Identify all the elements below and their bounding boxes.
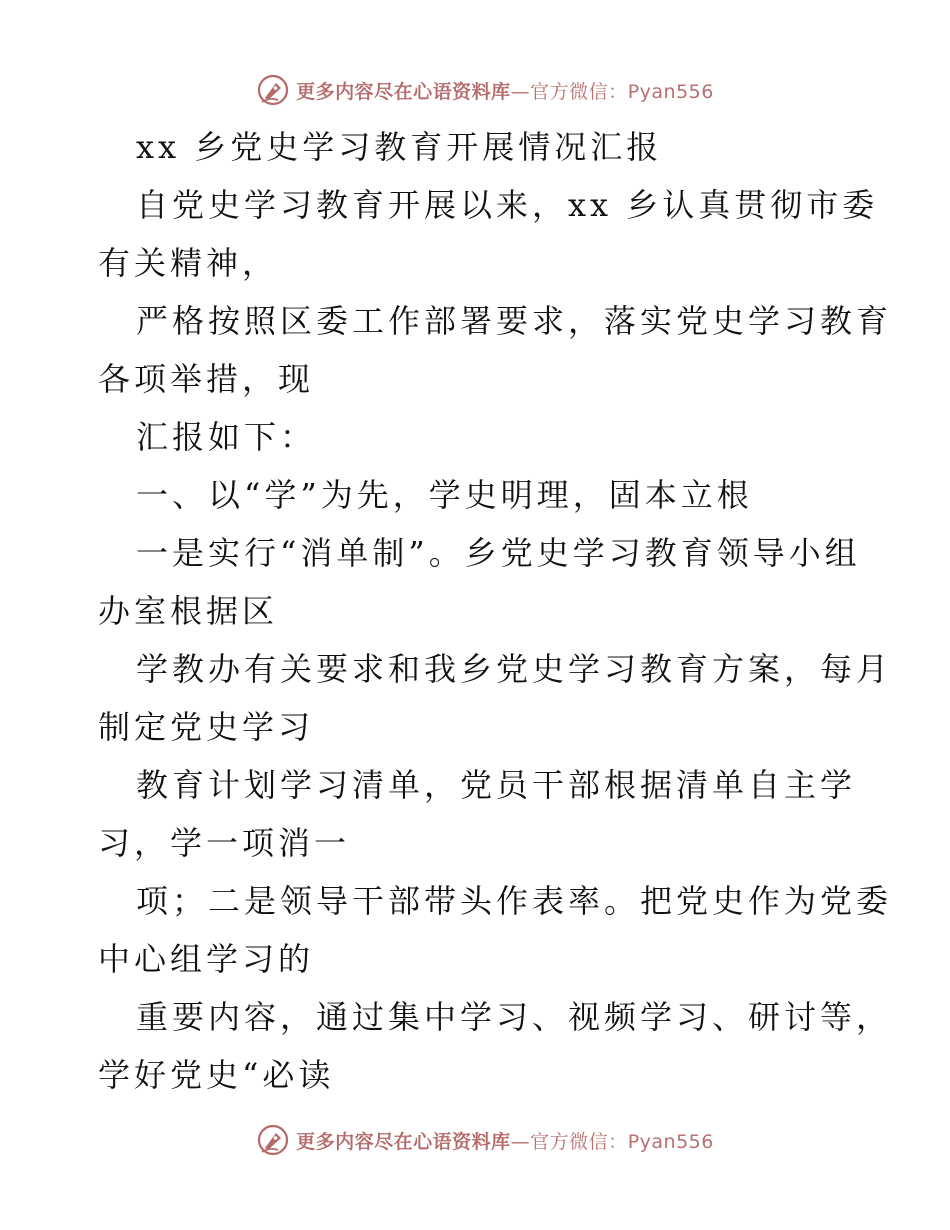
paragraph-line: 重要内容，通过集中学习、视频学习、研讨等，	[136, 998, 893, 1036]
watermark-text	[296, 1127, 714, 1154]
watermark-id: Pyan556	[627, 1130, 714, 1153]
watermark-id: Pyan556	[627, 80, 714, 103]
paragraph-line: 办室根据区	[98, 592, 279, 630]
paragraph-line: 中心组学习的	[98, 940, 315, 978]
paragraph-line: 习，学一项消一	[98, 824, 351, 862]
watermark-text	[296, 77, 714, 104]
pen-nib-logo-icon	[256, 73, 290, 107]
paragraph-line: 有关精神，	[98, 244, 279, 282]
paragraph-line: 教育计划学习清单，党员干部根据清单自主学	[136, 766, 857, 804]
document-body	[98, 118, 893, 1104]
watermark-main: 更多内容尽在心语资料库	[296, 80, 511, 103]
watermark-dash: —	[510, 80, 531, 103]
paragraph-line: 汇报如下：	[136, 418, 317, 456]
paragraph-line: 自党史学习教育开展以来，xx 乡认真贯彻市委	[136, 186, 879, 224]
watermark-dash: —	[510, 1130, 531, 1153]
watermark-label: 官方微信：	[530, 80, 628, 103]
paragraph-line: 学教办有关要求和我乡党史学习教育方案，每月	[136, 650, 893, 688]
pen-nib-logo-icon	[256, 1123, 290, 1157]
paragraph-line: 严格按照区委工作部署要求，落实党史学习教育	[136, 302, 893, 340]
paragraph-line: 各项举措，现	[98, 360, 315, 398]
watermark-banner-bottom	[0, 1120, 950, 1160]
watermark	[256, 73, 714, 107]
section-heading: 一、以“学”为先，学史明理，固本立根	[136, 476, 753, 514]
paragraph-line: 学好党史“必读	[98, 1056, 335, 1094]
watermark	[256, 1123, 714, 1157]
watermark-label: 官方微信：	[530, 1130, 628, 1153]
watermark-main: 更多内容尽在心语资料库	[296, 1130, 511, 1153]
watermark-banner-top	[0, 70, 950, 110]
document-title: xx 乡党史学习教育开展情况汇报	[136, 128, 663, 166]
paragraph-line: 一是实行“消单制”。乡党史学习教育领导小组	[136, 534, 861, 572]
paragraph-line: 项；二是领导干部带头作表率。把党史作为党委	[136, 882, 893, 920]
paragraph-line: 制定党史学习	[98, 708, 315, 746]
